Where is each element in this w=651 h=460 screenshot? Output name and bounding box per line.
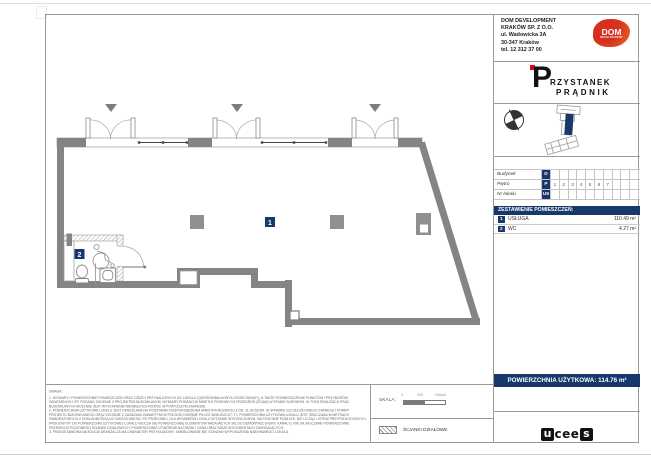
room-number-badge: 1 — [499, 216, 503, 222]
scale-box — [370, 384, 493, 418]
developer-info-section — [494, 14, 640, 62]
scale-tick-100: 100 — [417, 393, 423, 397]
notes-title: UWAGA: — [49, 390, 63, 394]
site-plan-thumbnail — [540, 104, 606, 156]
ucees-logo — [541, 427, 593, 441]
developer-name-line2: KRAKÓW SP. Z O.O. — [501, 25, 554, 32]
table-row-building — [494, 170, 640, 180]
developer-street: ul. Wadowicka 3A — [501, 32, 547, 39]
highlighted-building — [564, 114, 573, 136]
scale-tick-200: 200cm — [435, 393, 446, 397]
svg-text:2: 2 — [77, 251, 82, 259]
scale-bar — [403, 400, 446, 405]
room-name: WC — [508, 225, 517, 232]
partition-hatch-swatch — [379, 426, 397, 434]
sidebar — [493, 14, 639, 443]
location-section — [494, 104, 640, 157]
room-list — [494, 206, 640, 234]
legal-notes — [49, 390, 367, 435]
table-row-unit-number — [494, 190, 640, 200]
agency-logo-box — [494, 412, 640, 456]
scale-tick-0: 0 — [401, 393, 403, 397]
room-number-badge: 2 — [499, 225, 503, 231]
developer-city: 30-347 Kraków — [501, 39, 539, 46]
scale-bar-fill — [404, 401, 425, 404]
building-value: D — [542, 170, 551, 179]
note-2: 2. POWIERZCHNIA UŻYTKOWA LOKALU JEST OKREŚLANA NA PODSTAWIE ROZPORZĄDZENIA MINISTRA ROZWOJU Z DN. 11.09.2020R. W SPRAWIE SZCZEGÓŁOWEGO ZAKRESU I FORMY PROJEKTU BUDOWLANEGO ORAZ ZGODNIE Z ZASADAMI ZAWARTYMI W POLSKIEJ NORMIE PN-ISO 9836:2022-07, TJ. POWIERZCHNIA UŻYTKOWA LOKALU JEST OBLICZANA W METRACH KWADRATOWYCH Z DOKŁADNOŚCIĄ DO DWÓCH MIEJSC PO PRZECINKU, DLA WYMIARÓW LOKALU W STANIE WYKOŃCZONYM, NA POZIOMIE PODŁOGI, NIE LICZĄC LISTEW PRZYPODŁOGOWYCH, PROGÓW ITP. DO POWIERZCHNI UŻYTKOWEJ LOKALU WLICZA SIĘ POWIERZCHNIĘ ELEMENTÓW NADAJĄCYCH SIĘ DO DEMONTAŻU (RURY, KANAŁY). NIE SĄ WLICZANE POWIERZCHNIE PRZEKROJU POZIOMEGO ŚCIANEK DZIAŁOWYCH, POWIERZCHNIE OTWORÓW NA DRZWI I OKNA ORAZ NISZE W ELEMENTACH ZAMYKAJĄCYCH. — [49, 409, 367, 430]
partition-legend-label: ŚCIANKI DZIAŁOWE — [403, 427, 448, 432]
room-row-wc — [494, 225, 640, 235]
project-name-line2: PRĄDNIK — [556, 88, 611, 97]
project-logo-section — [494, 62, 640, 104]
floor-label: Piętro — [494, 180, 542, 189]
ucees-logo-s: s — [580, 428, 593, 441]
notes-box — [45, 384, 370, 443]
developer-name-line1: DOM DEVELOPMENT — [501, 18, 557, 24]
dom-logo-text: DOM — [601, 26, 622, 37]
room-name: USŁUGA — [508, 216, 529, 222]
ucees-logo-cee: cee — [554, 427, 580, 441]
unit-location-table — [494, 169, 640, 200]
note-1: 1. WYMIARY I POWIERZCHNIE POMIESZCZEŃ ORAZ CZĘŚCI PRZYNALEŻNYCH DO LOKALU (OGRÓDKI/BALKONY/LOGGIE/TARASY), A TAKŻE ROZMIESZCZENIE PUNKTÓW I PRZYBORÓW SANITARNYCH ITP. PODANO ZGODNIE Z PROJEKTEM BUDOWLANYM. WYMIARY PODANO W ŚWIETLE PIONOWYCH PRZEGRÓD (ŚCIAN) W STANIE SUROWYM. W TOKU REALIZACJI PRAC BUDOWLANYCH MOŻLIWE JEST WYSTĄPIENIE NIEWIELKICH RÓŻNIC W POWYŻSZYM ZAKRESIE. — [49, 396, 350, 409]
partition-legend-box — [370, 418, 493, 443]
project-name-line1: RZYSTANEK — [550, 78, 611, 87]
total-area-bar: POWIERZCHNIA UŻYTKOWA: 114.76 m² — [494, 374, 640, 387]
room-area: 110.49 m² — [613, 216, 636, 222]
room-area: 4.27 m² — [619, 225, 636, 232]
developer-address — [501, 18, 556, 54]
unit-number-value: U5 — [542, 192, 550, 197]
table-row-floor: Piętro P 1 2 3 4 5 6 7 — [494, 180, 640, 190]
dom-development-logo — [593, 19, 630, 47]
compass-icon — [501, 107, 527, 133]
project-logo-initial: P — [532, 61, 553, 94]
note-3: 3. PRZEDSTAWIONA NA RZUCIE ARANŻACJA MA CHARAKTER PRZYKŁADOWY. UMEBLOWANIE NIE STANOWI WYPOSAŻENIA NABYWANEGO LOKALU. — [49, 430, 290, 435]
unit-number-label: Nr lokalu — [494, 190, 542, 199]
developer-phone: tel. 12 312 37 00 — [501, 46, 542, 53]
building-label: Budynek — [494, 170, 542, 179]
dom-logo-subtext: DEVELOPMENT — [599, 35, 624, 39]
ucees-logo-u: u — [541, 428, 554, 441]
svg-text:1: 1 — [268, 219, 272, 227]
room-list-header: ZESTAWIENIE POMIESZCZEŃ: — [494, 206, 640, 215]
room-row-usluga — [494, 215, 640, 225]
floor-value: P — [542, 180, 551, 189]
scale-label: SKALA: — [379, 398, 396, 403]
